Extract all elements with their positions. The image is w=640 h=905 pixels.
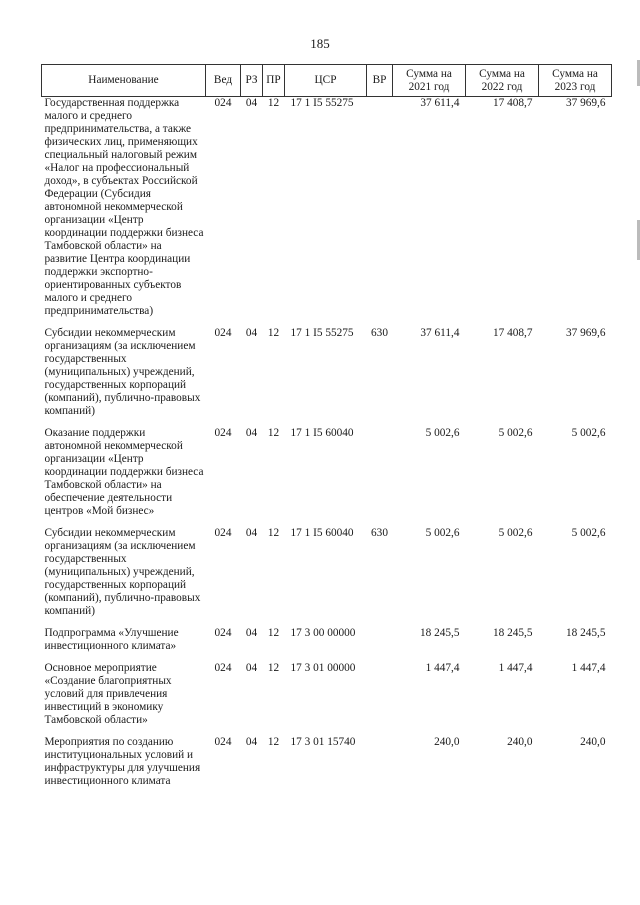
cell-pr: 12 — [267, 327, 280, 339]
cell-csr: 17 1 I5 60040 — [290, 527, 354, 539]
cell-csr: 17 3 01 00000 — [290, 662, 356, 674]
col-header-sum-2023: Сумма на 2023 год — [539, 65, 612, 97]
col-header-csr: ЦСР — [285, 65, 367, 97]
cell-name: Подпрограмма «Улучшение инвестиционного климата» — [44, 627, 179, 652]
cell-sum-2022: 5 002,6 — [498, 427, 533, 439]
col-header-sum-2021: Сумма на 2021 год — [393, 65, 466, 97]
cell-name: Мероприятия по созданию институциональных условий и инфраструктуры для улучшения инвестиционного климата — [44, 736, 201, 787]
table-body — [42, 97, 612, 798]
col-header-vr: ВР — [367, 65, 393, 97]
cell-sum-2022: 17 408,7 — [492, 97, 533, 109]
cell-rz: 04 — [245, 662, 258, 674]
cell-ved: 024 — [214, 327, 232, 339]
cell-csr: 17 1 I5 55275 — [290, 327, 354, 339]
cell-sum-2021: 240,0 — [434, 736, 460, 748]
cell-ved: 024 — [214, 736, 232, 748]
table-row — [42, 662, 612, 736]
cell-sum-2021: 37 611,4 — [420, 97, 460, 109]
cell-sum-2022: 5 002,6 — [498, 527, 533, 539]
cell-vr: 630 — [371, 327, 388, 339]
cell-name: Оказание поддержки автономной некоммерческой организации «Центр координации поддержки бизнеса Тамбовской области» на обеспечение деятельности центров «Мой бизнес» — [44, 427, 204, 517]
cell-pr: 12 — [267, 97, 280, 109]
cell-name: Основное мероприятие «Создание благоприятных условий для привлечения инвестиций в экономику Тамбовской области» — [44, 662, 172, 726]
cell-csr: 17 3 00 00000 — [290, 627, 356, 639]
cell-ved: 024 — [214, 627, 232, 639]
cell-name: Субсидии некоммерческим организациям (за исключением государственных (муниципальных) учреждений, государственных корпораций (компаний), публично-правовых компаний) — [44, 327, 201, 417]
cell-rz: 04 — [245, 736, 258, 748]
cell-sum-2023: 5 002,6 — [571, 527, 606, 539]
cell-sum-2023: 37 969,6 — [565, 327, 606, 339]
cell-sum-2022: 1 447,4 — [498, 662, 533, 674]
budget-table — [41, 64, 612, 797]
cell-vr — [367, 627, 393, 662]
cell-rz: 04 — [245, 627, 258, 639]
cell-pr: 12 — [267, 427, 280, 439]
cell-name: Субсидии некоммерческим организациям (за исключением государственных (муниципальных) учреждений, государственных корпораций (компаний), публично-правовых компаний) — [44, 527, 201, 617]
cell-sum-2023: 5 002,6 — [571, 427, 606, 439]
cell-rz: 04 — [245, 427, 258, 439]
cell-csr: 17 1 I5 55275 — [290, 97, 354, 109]
cell-csr: 17 1 I5 60040 — [290, 427, 354, 439]
cell-rz: 04 — [245, 527, 258, 539]
page-number: 185 — [310, 36, 330, 51]
cell-ved: 024 — [214, 97, 232, 109]
table-row — [42, 327, 612, 427]
cell-ved: 024 — [214, 662, 232, 674]
table-row — [42, 97, 612, 328]
cell-rz: 04 — [245, 97, 258, 109]
cell-name: Государственная поддержка малого и среднего предпринимательства, а также физических лиц, применяющих специальный налоговый режим «Налог на профессиональный доход», в субъектах Российской Федерации (Субсидия автономной некоммерческой организации «Центр координации поддержки бизнеса Тамбовской области» на развитие Центра координации поддержки экспортно-ориентированных субъектов малого и среднего предпринимательства) — [44, 97, 204, 317]
table-row — [42, 736, 612, 797]
cell-sum-2023: 37 969,6 — [565, 97, 606, 109]
cell-vr — [367, 97, 393, 328]
table-row — [42, 427, 612, 527]
cell-vr — [367, 662, 393, 736]
cell-vr — [367, 736, 393, 797]
cell-sum-2023: 1 447,4 — [571, 662, 606, 674]
col-header-pr: ПР — [263, 65, 285, 97]
cell-pr: 12 — [267, 736, 280, 748]
cell-sum-2022: 17 408,7 — [492, 327, 533, 339]
table-row — [42, 627, 612, 662]
cell-sum-2022: 18 245,5 — [492, 627, 533, 639]
cell-vr: 630 — [371, 527, 388, 539]
cell-ved: 024 — [214, 427, 232, 439]
cell-sum-2021: 37 611,4 — [420, 327, 460, 339]
cell-csr: 17 3 01 15740 — [290, 736, 356, 748]
col-header-rz: РЗ — [241, 65, 263, 97]
cell-pr: 12 — [267, 527, 280, 539]
cell-sum-2023: 240,0 — [580, 736, 606, 748]
table-header-row — [42, 65, 612, 97]
cell-sum-2022: 240,0 — [507, 736, 533, 748]
cell-sum-2021: 1 447,4 — [425, 662, 460, 674]
cell-sum-2023: 18 245,5 — [565, 627, 606, 639]
table-row — [42, 527, 612, 627]
cell-rz: 04 — [245, 327, 258, 339]
col-header-ved: Вед — [206, 65, 241, 97]
col-header-name: Наименование — [42, 65, 206, 97]
cell-sum-2021: 5 002,6 — [425, 527, 460, 539]
cell-vr — [367, 427, 393, 527]
cell-pr: 12 — [267, 627, 280, 639]
col-header-sum-2022: Сумма на 2022 год — [466, 65, 539, 97]
cell-sum-2021: 18 245,5 — [419, 627, 460, 639]
cell-pr: 12 — [267, 662, 280, 674]
cell-ved: 024 — [214, 527, 232, 539]
cell-sum-2021: 5 002,6 — [425, 427, 460, 439]
